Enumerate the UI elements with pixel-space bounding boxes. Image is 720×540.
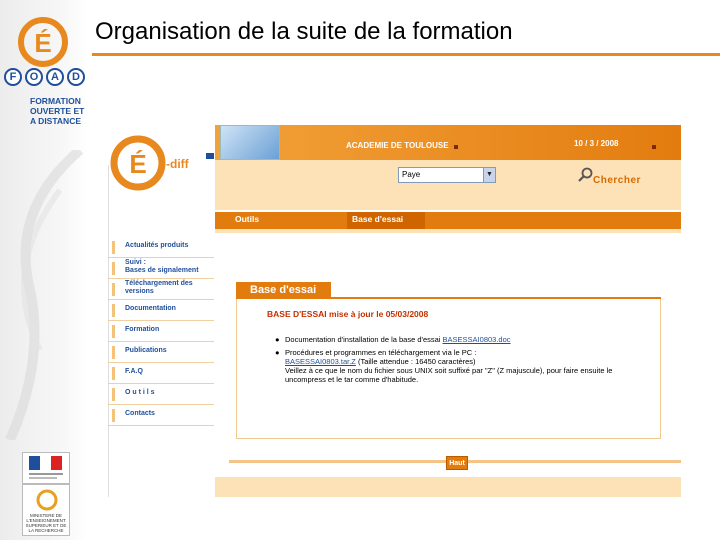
- menu-item-faq[interactable]: [108, 363, 214, 384]
- ministere-line: LA RECHERCHE: [28, 528, 64, 533]
- panel-heading: BASE D'ESSAI mise à jour le 05/03/2008: [267, 309, 429, 319]
- foad-letter: A: [46, 68, 64, 86]
- ministere-line: L'ENSEIGNEMENT: [26, 518, 66, 523]
- panel-fade: [237, 408, 660, 438]
- brand-sidebar: [0, 0, 88, 540]
- academie-label: ACADEMIE DE TOULOUSE: [346, 141, 449, 150]
- menu-item-label: F.A.Q: [125, 368, 143, 375]
- foad-line: OUVERTE ET: [30, 106, 85, 116]
- marianne-icon: [23, 453, 69, 483]
- menu-item-label: Suivi :: [125, 259, 147, 266]
- menu-item-telechargement[interactable]: [108, 279, 214, 300]
- content-panel: [236, 299, 661, 439]
- menu-item-label: Publications: [125, 347, 167, 354]
- application-select[interactable]: [398, 167, 496, 183]
- menu-item-label: Actualités produits: [125, 242, 189, 249]
- menu-item-suivi[interactable]: [108, 258, 214, 279]
- bullet-icon: ●: [275, 335, 280, 344]
- nav-tab-outils[interactable]: Outils: [235, 214, 260, 224]
- menu-item-sublabel: Bases de signalement: [125, 267, 199, 274]
- header-thumbnail: [220, 125, 280, 160]
- archive-link[interactable]: BASESSAI0803.tar.Z: [285, 357, 356, 366]
- doc-link[interactable]: BASESSAI0803.doc: [442, 335, 511, 344]
- page-title: Organisation de la suite de la formation: [95, 18, 513, 45]
- list-item: [275, 348, 655, 384]
- foad-line: A DISTANCE: [30, 116, 81, 126]
- menu-item-publications[interactable]: [108, 342, 214, 363]
- foad-letter: D: [67, 68, 85, 86]
- foad-caption: [30, 96, 84, 126]
- panel-title: Base d'essai: [236, 282, 331, 299]
- nav-tab-base-essai[interactable]: Base d'essai: [347, 212, 425, 229]
- svg-text:-diff: -diff: [166, 157, 189, 171]
- ministere-emblem-icon: [35, 489, 59, 511]
- chevron-down-icon[interactable]: ▼: [483, 168, 495, 182]
- back-to-top-button[interactable]: Haut: [446, 456, 468, 470]
- item-text: Procédures et programmes en téléchargement via le PC :: [285, 348, 477, 357]
- foad-line: FORMATION: [30, 96, 81, 106]
- decorative-swoosh: [0, 150, 88, 440]
- menu-item-documentation[interactable]: [108, 300, 214, 321]
- svg-text:É: É: [34, 28, 52, 58]
- republique-francaise-logo: [22, 452, 70, 484]
- header-date: 10 / 3 / 2008: [574, 139, 619, 148]
- item-note: Veillez à ce que le nom du fichier sous UNIX soit suffixé par "Z" (Z majuscule), pour faire ensuite le uncompress et le tar comme d'habitude.: [285, 366, 613, 384]
- bullet-icon: ●: [275, 348, 280, 357]
- search-icon[interactable]: [578, 167, 594, 183]
- select-value: Paye: [402, 170, 421, 179]
- download-list: [275, 335, 655, 388]
- site-menu: [108, 237, 214, 426]
- foad-logo: [4, 68, 85, 86]
- list-item: [275, 335, 655, 344]
- svg-text:É: É: [129, 149, 147, 179]
- title-underline: [92, 53, 720, 56]
- menu-item-label: Formation: [125, 326, 160, 333]
- menu-item-outils[interactable]: [108, 384, 214, 405]
- file-size-text: (Taille attendue : 16450 caractères): [355, 357, 476, 366]
- menu-item-contacts[interactable]: [108, 405, 214, 426]
- header-bullet: [454, 145, 458, 149]
- ministere-line: MINISTERE DE: [29, 513, 62, 518]
- site-navbar: [215, 212, 681, 229]
- header-bullet: [652, 145, 656, 149]
- menu-item-actualites[interactable]: [108, 237, 214, 258]
- menu-item-label: Documentation: [125, 305, 176, 312]
- site-footer: [215, 477, 681, 497]
- menu-item-sublabel: versions: [125, 288, 154, 295]
- item-text: Documentation d'installation de la base d'essai: [285, 335, 443, 344]
- menu-item-label: Contacts: [125, 410, 155, 417]
- navbar-strip: [215, 229, 681, 233]
- e-logo-icon: [10, 10, 76, 70]
- ministere-line: SUPERIEUR ET DE: [25, 523, 67, 528]
- website-screenshot: [108, 125, 681, 497]
- e-diff-logo[interactable]: [108, 125, 216, 205]
- ministere-logo: [22, 484, 70, 536]
- foad-letter: F: [4, 68, 22, 86]
- foad-letter: O: [25, 68, 43, 86]
- menu-item-formation[interactable]: [108, 321, 214, 342]
- search-button[interactable]: Chercher: [593, 175, 641, 186]
- menu-item-label: O u t i l s: [125, 389, 155, 396]
- menu-item-label: Téléchargement des: [125, 280, 193, 287]
